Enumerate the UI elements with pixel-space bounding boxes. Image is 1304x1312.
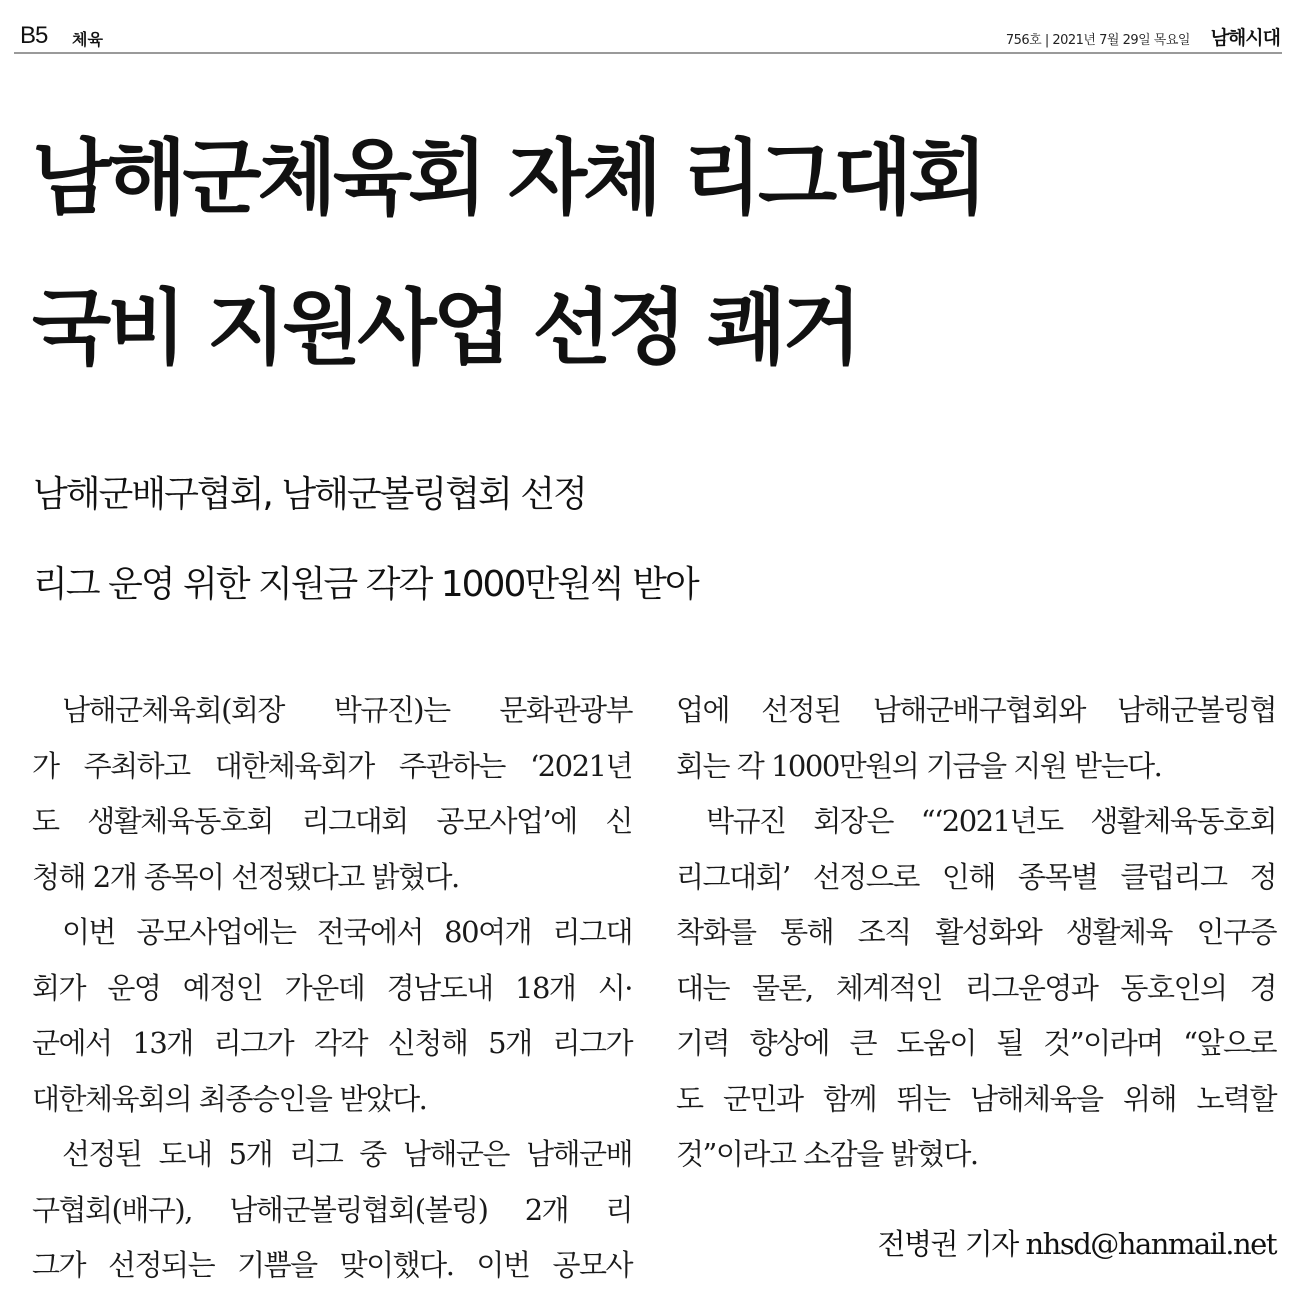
body-line: 군에서 13개 리그가 각각 신청해 5개 리그가 xyxy=(32,1026,632,1060)
body-line: 이번 공모사업에는 전국에서 80여개 리그대 xyxy=(62,915,632,949)
body-line: 것”이라고 소감을 밝혔다. xyxy=(676,1137,978,1171)
body-line: 박규진 회장은 “‘2021년도 생활체육동호회 xyxy=(706,804,1276,838)
article-column-right xyxy=(676,683,1276,1183)
body-line: 착화를 통해 조직 활성화와 생활체육 인구증 xyxy=(676,915,1276,949)
headline-line-1: 남해군체육회 자체 리그대회 xyxy=(32,131,984,226)
body-line: 업에 선정된 남해군배구협회와 남해군볼링협 xyxy=(676,693,1276,727)
headline xyxy=(32,104,984,404)
subheadline-2: 리그 운영 위한 지원금 각각 1000만원씩 받아 xyxy=(33,564,698,605)
body-line: 회가 운영 예정인 가운데 경남도내 18개 시· xyxy=(32,970,632,1005)
body-line: 청해 2개 종목이 선정됐다고 밝혔다. xyxy=(32,859,459,894)
body-line: 도 생활체육동호회 리그대회 공모사업’에 신 xyxy=(32,804,632,838)
body-line: 대는 물론, 체계적인 리그운영과 동호인의 경 xyxy=(676,970,1276,1005)
body-line: 리그대회’ 선정으로 인해 종목별 클럽리그 정 xyxy=(676,859,1276,894)
reporter-byline: 전병권 기자 nhsd@hanmail.net xyxy=(877,1227,1276,1261)
body-line: 대한체육회의 최종승인을 받았다. xyxy=(32,1081,427,1116)
section-name: 체육 xyxy=(72,30,103,49)
body-line: 구협회(배구), 남해군볼링협회(볼링) 2개 리 xyxy=(32,1192,632,1227)
body-line: 도 군민과 함께 뛰는 남해체육을 위해 노력할 xyxy=(676,1081,1276,1116)
body-line: 남해군체육회(회장 박규진)는 문화관광부 xyxy=(62,693,632,727)
newspaper-masthead: 남해시대 xyxy=(1210,27,1280,49)
body-line: 기력 향상에 큰 도움이 될 것”이라며 “앞으로 xyxy=(676,1026,1276,1060)
article-column-left xyxy=(32,683,632,1294)
body-line: 그가 선정되는 기쁨을 맞이했다. 이번 공모사 xyxy=(32,1248,632,1282)
body-line: 선정된 도내 5개 리그 중 남해군은 남해군배 xyxy=(62,1137,632,1171)
page-number: B5 xyxy=(20,22,48,49)
subheadline-1: 남해군배구협회, 남해군볼링협회 선정 xyxy=(33,474,586,515)
body-line: 회는 각 1000만원의 기금을 지원 받는다. xyxy=(676,748,1162,783)
page-header xyxy=(14,18,1282,54)
headline-line-2: 국비 지원사업 선정 쾌거 xyxy=(32,281,858,376)
body-line: 가 주최하고 대한체육회가 주관하는 ‘2021년 xyxy=(32,748,632,783)
issue-date: 756호 | 2021년 7월 29일 목요일 xyxy=(1005,33,1190,48)
